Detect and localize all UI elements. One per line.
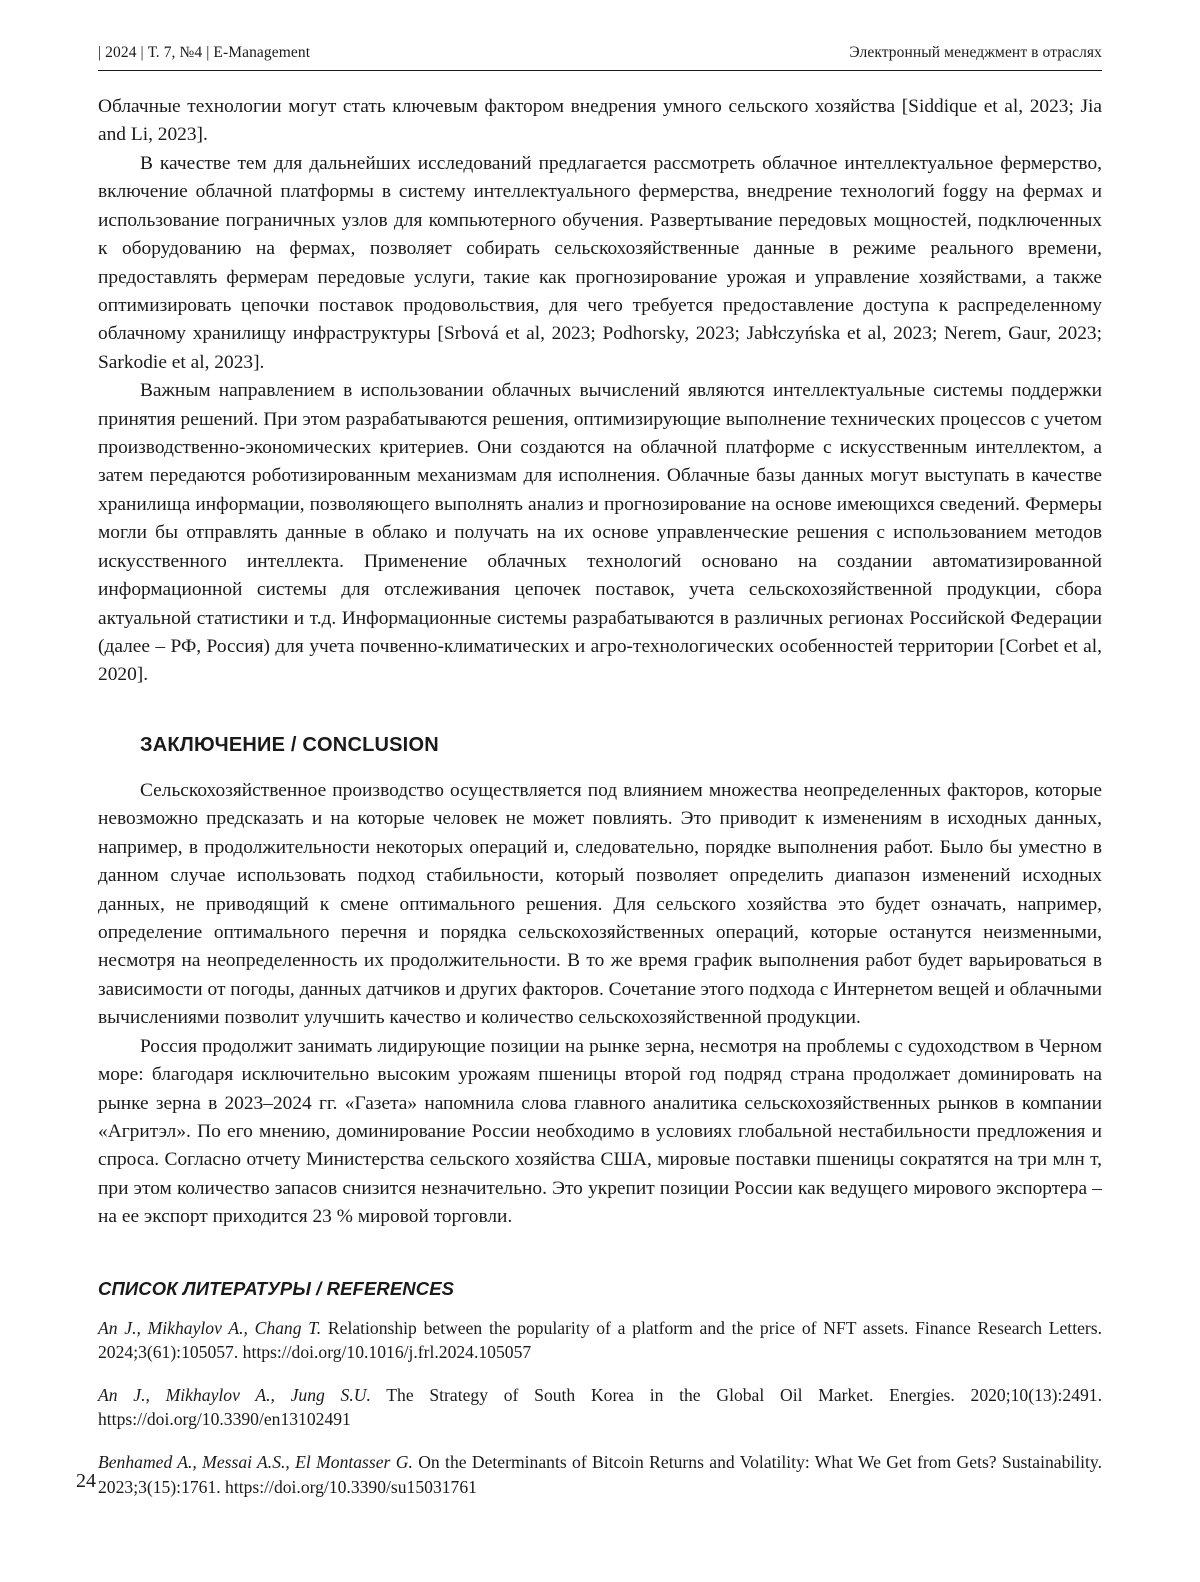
reference-authors: Benhamed A., Messai A.S., El Montasser G. <box>98 1452 413 1473</box>
paragraph: В качестве тем для дальнейших исследований предлагается рассмотреть облачное интеллектуальное фермерство, включение облачной платформы в систему интеллектуального фермерства, внедрение технологий foggy на фермах и использование пограничных узлов для компьютерного обучения. Развертывание передовых мощностей, подключенных к оборудованию на фермах, позволяет собирать сельскохозяйственные данные в режиме реального времени, предоставлять фермерам передовые услуги, такие как прогнозирование урожая и управление хозяйствами, а также оптимизировать цепочки поставок продовольствия, для чего требуется предоставление доступа к распределенному облачному хранилищу инфраструктуры [Srbová et al, 2023; Podhorsky, 2023; Jabłczyńska et al, 2023; Nerem, Gaur, 2023; Sarkodie et al, 2023]. <box>98 152 1102 373</box>
reference-item <box>98 1383 1102 1432</box>
page-content <box>98 44 1102 1517</box>
conclusion-body <box>98 777 1102 1232</box>
body-text <box>98 93 1102 690</box>
references-list <box>98 1316 1102 1500</box>
paragraph: Сельскохозяйственное производство осуществляется под влиянием множества неопределенных факторов, которые невозможно предсказать и на которые человек не может повлиять. Это приводит к изменениям в исходных данных, например, в продолжительности некоторых операций и, следовательно, порядке выполнения работ. Было бы уместно в данном случае использовать подход стабильности, который позволяет определить диапазон изменений исходных данных, не приводящий к смене оптимального решения. Для сельского хозяйства это будет означать, например, определение оптимального перечня и порядка сельскохозяйственных операций, которые останутся неизменными, несмотря на неопределенность их продолжительности. В то же время график выполнения работ будет варьироваться в зависимости от погоды, данных датчиков и других факторов. Сочетание этого подхода с Интернетом вещей и облачными вычислениями позволит улучшить качество и количество сельскохозяйственной продукции. <box>98 779 1102 1029</box>
reference-text: The Strategy of South Korea in the Global Oil Market. Energies. 2020;10(13):2491. https://doi.org/10.3390/en13102491 <box>98 1384 1103 1430</box>
reference-item <box>98 1316 1102 1365</box>
reference-text: Relationship between the popularity of a platform and the price of NFT assets. Finance Research Letters. 2024;3(61):105057. https://doi.org/10.1016/j.frl.2024.105057 <box>98 1317 1102 1363</box>
running-head <box>98 44 1102 71</box>
running-head-left: | 2024 | Т. 7, №4 | E-Management <box>98 44 311 61</box>
running-head-right: Электронный менеджмент в отраслях <box>849 44 1102 61</box>
paragraph: Россия продолжит занимать лидирующие позиции на рынке зерна, несмотря на проблемы с судоходством в Черном море: благодаря исключительно высоким урожаям пшеницы второй год подряд страна продолжает доминировать на рынке зерна в 2023–2024 гг. «Газета» напомнила слова главного аналитика сельскохозяйственных рынков в компании «Агритэл». По его мнению, доминирование России необходимо в условиях глобальной нестабильности предложения и спроса. Согласно отчету Министерства сельского хозяйства США, мировые поставки пшеницы сократятся на три млн т, при этом количество запасов снизится незначительно. Это укрепит позиции России как ведущего мирового экспортера – на ее экспорт приходится 23 % мировой торговли. <box>98 1035 1102 1228</box>
paragraph: Важным направлением в использовании облачных вычислений являются интеллектуальные системы поддержки принятия решений. При этом разрабатываются решения, оптимизирующие выполнение технических процессов с учетом производственно-экономических критериев. Они создаются на облачной платформе с искусственным интеллектом, а затем передаются роботизированным механизмам для исполнения. Облачные базы данных могут выступать в качестве хранилища информации, позволяющего выполнять анализ и прогнозирование на основе имеющихся сведений. Фермеры могли бы отправлять данные в облако и получать на их основе управленческие решения с использованием методов искусственного интеллекта. Применение облачных технологий основано на создании автоматизированной информационной системы для отслеживания цепочек поставок, учета сельскохозяйственной продукции, сбора актуальной статистики и т.д. Информационные системы разрабатываются в различных регионах Российской Федерации (далее – РФ, Россия) для учета почвенно-климатических и агро-технологических особенностей территории [Corbet et al, 2020]. <box>98 380 1102 686</box>
reference-item <box>98 1450 1102 1499</box>
reference-text: On the Determinants of Bitcoin Returns and Volatility: What We Get from Gets? Sustainability. 2023;3(15):1761. https://doi.org/10.3390/su15031761 <box>98 1452 1102 1497</box>
reference-authors: An J., Mikhaylov A., Jung S.U. <box>98 1384 371 1405</box>
reference-authors: An J., Mikhaylov A., Chang T. <box>98 1317 322 1338</box>
references-heading: СПИСОК ЛИТЕРАТУРЫ / REFERENCES <box>98 1277 455 1299</box>
conclusion-heading: ЗАКЛЮЧЕНИЕ / CONCLUSION <box>140 733 439 756</box>
page-number: 24 <box>76 1470 96 1492</box>
paragraph: Облачные технологии могут стать ключевым фактором внедрения умного сельского хозяйства [Siddique et al, 2023; Jia and Li, 2023]. <box>98 96 1102 146</box>
